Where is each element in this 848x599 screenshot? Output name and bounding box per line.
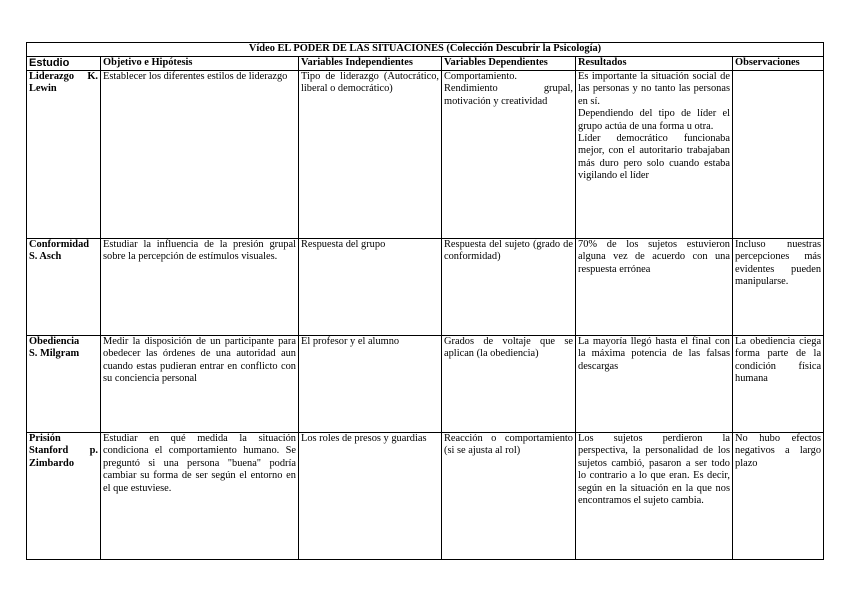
header-variables-independientes: Variables Independientes bbox=[299, 57, 442, 71]
cell-observaciones: Incluso nuestras percepciones más evidentes pueden manipularse. bbox=[733, 239, 824, 336]
cell-variables-independientes: Tipo de liderazgo (Autocrático, liberal o democrático) bbox=[299, 71, 442, 239]
cell-variables-independientes: Los roles de presos y guardias bbox=[299, 433, 442, 560]
cell-variables-dependientes bbox=[442, 433, 576, 560]
table-row bbox=[27, 239, 824, 336]
cell-variables-independientes: El profesor y el alumno bbox=[299, 336, 442, 433]
table-row bbox=[27, 433, 824, 560]
vd-paragraph: Grados de voltaje que se aplican (la obediencia) bbox=[444, 336, 573, 360]
cell-objetivo: Establecer los diferentes estilos de liderazgo bbox=[101, 71, 299, 239]
estudio-line: Stanford p. bbox=[29, 445, 98, 457]
estudio-line: Obediencia bbox=[29, 336, 80, 347]
vd-paragraph: Rendimiento grupal, motivación y creatividad bbox=[444, 83, 573, 107]
table-row bbox=[27, 71, 824, 239]
cell-observaciones bbox=[733, 71, 824, 239]
cell-objetivo: Estudiar en qué medida la situación condiciona el comportamiento humano. Se preguntó si una persona "buena" podría cambiar su forma de ser según el entorno en el que estuviese. bbox=[101, 433, 299, 560]
header-estudio: Estudio bbox=[27, 57, 101, 71]
estudio-line: S. Milgram bbox=[29, 348, 80, 360]
table-title: Vídeo EL PODER DE LAS SITUACIONES (Colección Descubrir la Psicología) bbox=[27, 43, 824, 57]
resultados-paragraph: Es importante la situación social de las personas y no tanto las personas en sí. bbox=[578, 71, 730, 107]
cell-observaciones: La obediencia ciega forma parte de la condición física humana bbox=[733, 336, 824, 433]
cell-variables-dependientes bbox=[442, 336, 576, 433]
estudio-line: S. Asch bbox=[29, 251, 62, 263]
estudio-line: Zimbardo bbox=[29, 457, 75, 469]
cell-resultados bbox=[576, 239, 733, 336]
cell-estudio bbox=[27, 336, 101, 433]
estudio-line: Lewin bbox=[29, 83, 57, 95]
cell-objetivo: Estudiar la influencia de la presión grupal sobre la percepción de estímulos visuales. bbox=[101, 239, 299, 336]
cell-variables-independientes: Respuesta del grupo bbox=[299, 239, 442, 336]
cell-resultados bbox=[576, 336, 733, 433]
resultados-paragraph: Líder democrático funcionaba mejor, con el autoritario trabajaban más duro pero solo cuando estaba vigilando el líder bbox=[578, 133, 730, 182]
cell-observaciones: No hubo efectos negativos a largo plazo bbox=[733, 433, 824, 560]
vd-paragraph: Respuesta del sujeto (grado de conformidad) bbox=[444, 239, 573, 263]
header-variables-dependientes: Variables Dependientes bbox=[442, 57, 576, 71]
estudio-line: Conformidad bbox=[29, 239, 90, 250]
cell-objetivo: Medir la disposición de un participante para obedecer las órdenes de una autoridad aun cuando estas pudieran entrar en conflicto con su conciencia personal bbox=[101, 336, 299, 433]
resultados-paragraph: Dependiendo del tipo de líder el grupo actúa de una forma u otra. bbox=[578, 108, 730, 132]
table-row bbox=[27, 336, 824, 433]
header-resultados: Resultados bbox=[576, 57, 733, 71]
estudio-line: Prisión bbox=[29, 433, 61, 444]
resultados-paragraph: Los sujetos perdieron la perspectiva, la personalidad de los sujetos cambió, pasaron a ser todo lo contrario a lo que eran. Es decir, según en la situación en la que nos encontramos el sujeto cambia. bbox=[578, 433, 730, 507]
cell-variables-dependientes bbox=[442, 239, 576, 336]
cell-resultados bbox=[576, 71, 733, 239]
cell-resultados bbox=[576, 433, 733, 560]
resultados-paragraph: La mayoría llegó hasta el final con la máxima potencia de las falsas descargas bbox=[578, 336, 730, 372]
cell-estudio bbox=[27, 71, 101, 239]
situations-table bbox=[26, 42, 824, 560]
header-objetivo: Objetivo e Hipótesis bbox=[101, 57, 299, 71]
header-observaciones: Observaciones bbox=[733, 57, 824, 71]
cell-estudio bbox=[27, 239, 101, 336]
cell-variables-dependientes bbox=[442, 71, 576, 239]
vd-paragraph: Reacción o comportamiento (si se ajusta al rol) bbox=[444, 433, 573, 457]
resultados-paragraph: 70% de los sujetos estuvieron alguna vez de acuerdo con una respuesta errónea bbox=[578, 239, 730, 275]
vd-paragraph: Comportamiento. bbox=[444, 71, 518, 82]
cell-estudio bbox=[27, 433, 101, 560]
estudio-line: Liderazgo K. bbox=[29, 71, 98, 82]
